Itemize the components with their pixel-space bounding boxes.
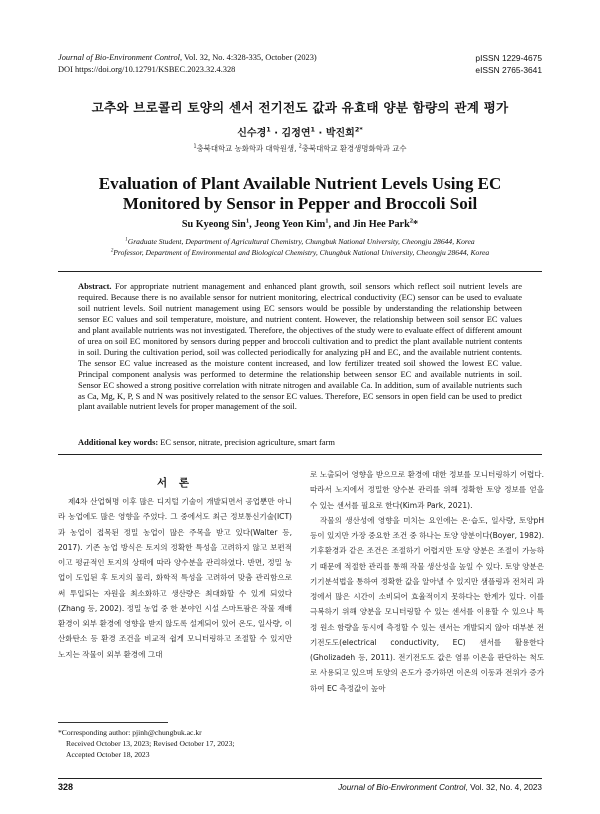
author-3-sup: 2* <box>354 125 363 134</box>
korean-authors <box>0 124 600 139</box>
header-volume: , Vol. 32, No. 4:328-335, October (2023) <box>179 53 317 62</box>
korean-affiliations <box>0 143 600 154</box>
keywords-text: EC sensor, nitrate, precision agriculture, smart farm <box>158 437 335 447</box>
eissn: eISSN 2765-3641 <box>475 65 542 75</box>
abstract <box>78 281 522 412</box>
english-author-2: Jeong Yeon Kim <box>254 219 326 230</box>
abstract-text: For appropriate nutrient management and enhanced plant growth, soil sensors which reflect soil nutrient levels are required. Because there is no available sensor for nutrient monitoring, electrical conductivity (EC) sensor can be used to evaluate soil nutrient levels. Soil nutrient management using EC sensors would be possible by understanding the relationship between sensor EC values and soil temperature, moisture, and nutrient content. However, the relationship between soil sensor EC values and plant available nutrients was not investigated. Therefore, the objectives of the study were to evaluate effect of different amount of urea on soil EC monitored by sensors during pepper and broccoli cultivation and to predict the plant available nutrient contents in soil. During the cultivation period, soil was collected periodically for analyzing pH and EC, and the available nutrient contents. The sensor EC value increased as the moisture content increased, and low fertilizer treated soil showed the lowest EC value. Principal component analysis was performed to determine the relationship between sensor EC and available nutrients in soil. Sensor EC showed a strong positive correlation with nitrate nitrogen and available Ca. In addition, sum of available nutrients such as Ca, Mg, K, P, S and N was positively related to the sensor EC values. Therefore, EC sensors in open field can be used to predict plant available nutrient levels for proper management of the soil. <box>78 281 522 412</box>
corresponding-star: * <box>413 219 419 230</box>
body-left-column: 제4차 산업혁명 이후 많은 디지털 기술이 개발되면서 공업뿐만 아니라 농업에도 많은 영향을 주었다. 그 중에서도 최근 정보통신기술(ICT)과 농업이 접목된 정밀 농업이 많은 주목을 받고 있다(Walter 등, 2017). 기존 농업 방식은 토지의 정확한 특성을 고려하지 않고 보편적이고 평균적인 토지의 상태에 따라 양수분을 관리하였다. 반면, 정밀 농업이 도입된 후 토지의 물리, 화학적 특성을 고려하여 맞춤 관리함으로써 투입되는 자원을 최소화하고 생산량은 최대화할 수 있게 되었다(Zhang 등, 2002). 정밀 농업 중 한 분야인 시설 스마트팜은 작물 재배 환경이 외부 환경에 영향을 받지 않도록 설계되어 있어 온도, 일사량, 이산화탄소 등 환경 조건을 비교적 쉽게 모니터링하고 조절할 수 있지만 노지는 작물이 외부 환경에 그대 <box>58 497 292 659</box>
header-journal-name: Journal of Bio-Environment Control <box>58 53 180 62</box>
korean-title: 고추와 브로콜리 토양의 센서 전기전도 값과 유효태 양분 함량의 관계 평가 <box>91 100 509 115</box>
en-author-separator: , and <box>328 219 353 230</box>
keywords-label: Additional key words: <box>78 437 159 447</box>
english-affiliations <box>58 236 542 258</box>
english-affil-2: Professor, Department of Environmental and Biological Chemistry, Chungbuk National University, Cheongju 28644, Korea <box>113 248 490 257</box>
korean-author-1: 신수경 <box>237 128 267 139</box>
en-author-2-sup: 1 <box>325 217 329 225</box>
footnote-rule <box>58 722 168 723</box>
en-affil-sup-2: 2 <box>110 248 114 254</box>
body-right-column <box>310 467 544 696</box>
korean-affil-2: 충북대학교 환경생명화학과 교수 <box>301 144 407 153</box>
pissn: pISSN 1229-4675 <box>475 53 542 63</box>
affil-sup-1: 1 <box>193 144 197 150</box>
author-separator: · <box>315 128 326 139</box>
author-1-sup: 1 <box>266 125 271 134</box>
footer-journal <box>338 783 542 792</box>
english-authors <box>0 219 600 230</box>
corresponding-author: *Corresponding author: pjinh@chungbuk.ac.kr <box>58 728 202 737</box>
korean-author-2: 김정연 <box>281 128 311 139</box>
section-title-introduction: 서 론 <box>157 477 193 489</box>
abstract-top-rule <box>58 271 542 272</box>
header-doi[interactable]: DOI https://doi.org/10.12791/KSBEC.2023.32.4.328 <box>58 65 236 74</box>
author-2-sup: 1 <box>310 125 316 134</box>
english-title: Evaluation of Plant Available Nutrient Levels Using EC Monitored by Sensor in Pepper and Broccoli Soil <box>98 174 502 213</box>
en-author-3-sup: 2 <box>409 217 414 225</box>
footer-rule <box>58 778 542 779</box>
en-author-1-sup: 1 <box>245 217 250 225</box>
english-author-3: Jin Hee Park <box>352 219 410 230</box>
header-issn <box>475 52 542 76</box>
korean-affil-1: 충북대학교 농화학과 대학원생, <box>196 144 299 153</box>
page-number: 328 <box>58 782 74 792</box>
footer-citation: , Vol. 32, No. 4, 2023 <box>465 783 542 792</box>
author-separator: · <box>270 128 282 139</box>
korean-author-3: 박진희 <box>325 128 355 139</box>
received-dates: Received October 13, 2023; Revised October 17, 2023; <box>66 739 235 748</box>
footnote <box>58 727 292 760</box>
accepted-date: Accepted October 18, 2023 <box>66 750 150 759</box>
en-author-separator: , <box>249 219 255 230</box>
english-author-1: Su Kyeong Sin <box>181 219 246 230</box>
header-citation <box>58 52 317 76</box>
right-paragraph-2: 작물의 생산성에 영향을 미치는 요인에는 온·습도, 일사량, 토양pH 등이 있지만 가장 중요한 조건 중 하나는 토양 양분이다(Boyer, 1982). 기후환경과 같은 조건은 조절하기 어렵지만 토양 양분은 조절이 가능하기 때문에 적절한 관리를 통해 작물 생산성을 높일 수 있다. 토양 양분은 기기분석법을 통하여 정확한 값을 알아낼 수 있지만 샘플링과 전처리 과정에서 많은 시간이 소비되어 효율적이지 못하다는 한계가 있다. 이를 극복하기 위해 양분을 모니터링할 수 있는 센서를 이용할 수 있으나 특정 원소 함량을 동시에 측정할 수 있는 센서는 개발되지 않아 대부분 전기전도도(electrical conductivity, EC) 센서를 활용한다(Gholizadeh 등, 2011). 전기전도도 값은 염류 이온을 판단하는 척도로 사용되고 있으며 토양의 온도가 증가하면 이온의 이동과 전위가 증가하여 EC 측정값이 높아 <box>310 515 544 693</box>
en-affil-sup-1: 1 <box>125 237 128 243</box>
english-affil-1: Graduate Student, Department of Agricultural Chemistry, Chungbuk National University, Cheongju 28644, Korea <box>127 237 475 246</box>
footer-journal-name: Journal of Bio-Environment Control <box>338 783 466 792</box>
keywords <box>78 437 542 447</box>
right-paragraph-1: 로 노출되어 영향을 받으므로 환경에 대한 정보를 모니터링하기 어렵다. 따라서 노지에서 정밀한 양수분 관리를 위해 정확한 토양 정보를 얻을 수 있는 센서를 필요로 한다(Kim과 Park, 2021). <box>310 470 544 510</box>
abstract-label: Abstract. <box>78 281 112 291</box>
abstract-bottom-rule <box>58 454 542 455</box>
affil-sup-2: 2 <box>298 144 302 150</box>
